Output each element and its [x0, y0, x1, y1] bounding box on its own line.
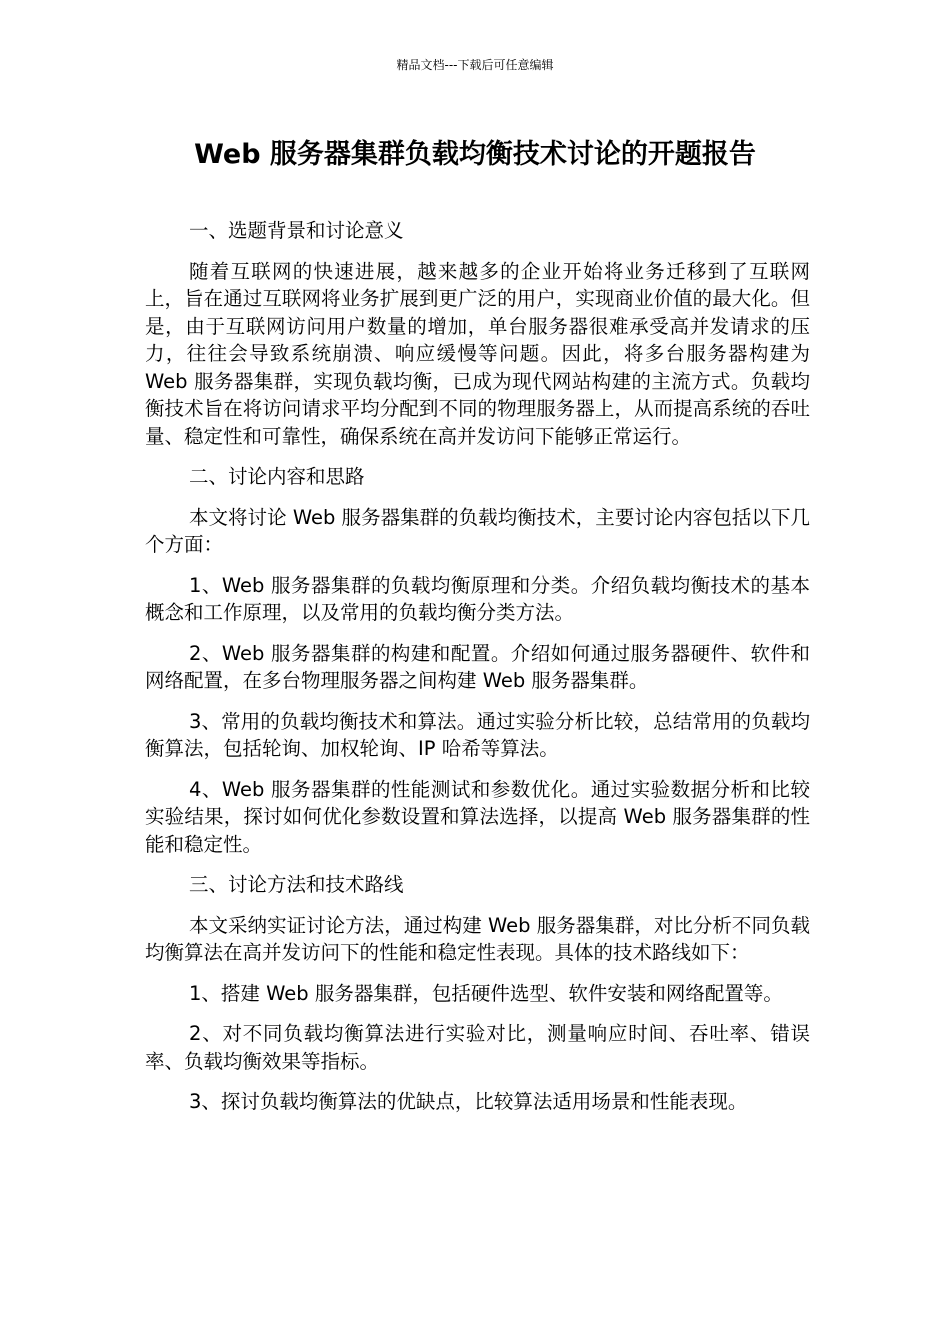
section-heading-content: 二、讨论内容和思路	[189, 465, 365, 488]
list-item-method-1: 1、搭建 Web 服务器集群，包括硬件选型、软件安装和网络配置等。	[189, 981, 783, 1005]
document-title: Web 服务器集群负载均衡技术讨论的开题报告	[194, 139, 756, 170]
paragraph-background: 随着互联网的快速进展，越来越多的企业开始将业务迁移到了互联网上，旨在通过互联网将业务扩展到更广泛的用户，实现商业价值的最大化。但是，由于互联网访问用户数量的增加，单台服务器很难承受高并发请求的压力，往往会导致系统崩溃、响应缓慢等问题。因此，将多台服务器构建为 Web 服务器集群，实现负载均衡，已成为现代网站构建的主流方式。负载均衡技术旨在将访问请求平均分配到不同的物理服务器上，从而提高系统的吞吐量、稳定性和可靠性，确保系统在高并发访问下能够正常运行。	[145, 259, 810, 448]
list-item-content-1: 1、Web 服务器集群的负载均衡原理和分类。介绍负载均衡技术的基本概念和工作原理，以及常用的负载均衡分类方法。	[145, 573, 810, 624]
list-item-content-3: 3、常用的负载均衡技术和算法。通过实验分析比较，总结常用的负载均衡算法，包括轮询、加权轮询、IP 哈希等算法。	[145, 709, 810, 760]
list-item-content-2: 2、Web 服务器集群的构建和配置。介绍如何通过服务器硬件、软件和网络配置，在多台物理服务器之间构建 Web 服务器集群。	[145, 641, 810, 692]
document-body	[145, 217, 810, 1129]
header-note: 精品文档---下载后可任意编辑	[396, 58, 554, 72]
paragraph-content-intro: 本文将讨论 Web 服务器集群的负载均衡技术，主要讨论内容包括以下几个方面：	[145, 505, 810, 556]
paragraph-method-intro: 本文采纳实证讨论方法，通过构建 Web 服务器集群，对比分析不同负载均衡算法在高并发访问下的性能和稳定性表现。具体的技术路线如下：	[145, 913, 810, 964]
list-item-method-3: 3、探讨负载均衡算法的优缺点，比较算法适用场景和性能表现。	[189, 1090, 748, 1113]
section-heading-method: 三、讨论方法和技术路线	[189, 873, 404, 896]
section-heading-background: 一、选题背景和讨论意义	[189, 219, 404, 242]
list-item-method-2: 2、对不同负载均衡算法进行实验对比，测量响应时间、吞吐率、错误率、负载均衡效果等指标。	[145, 1022, 810, 1073]
list-item-content-4: 4、Web 服务器集群的性能测试和参数优化。通过实验数据分析和比较实验结果，探讨如何优化参数设置和算法选择，以提高 Web 服务器集群的性能和稳定性。	[145, 777, 810, 856]
